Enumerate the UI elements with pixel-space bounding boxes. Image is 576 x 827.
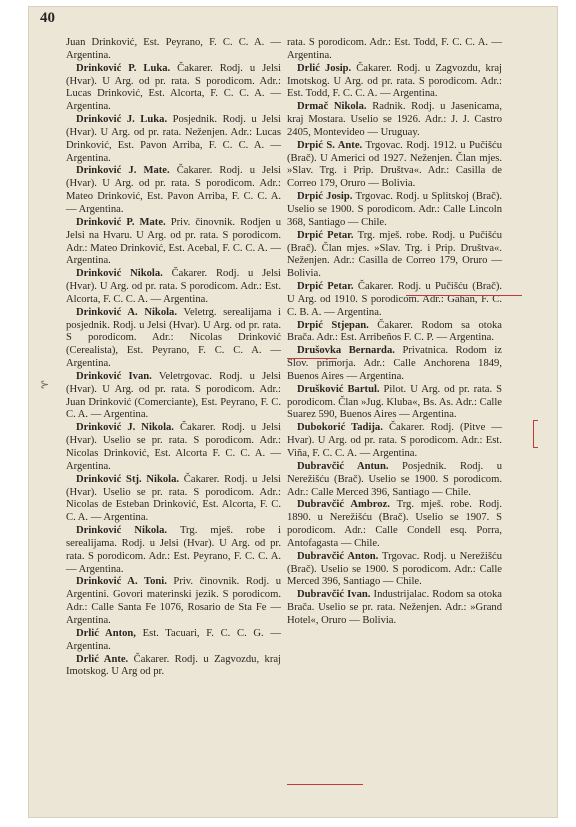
directory-entry (287, 230, 502, 281)
left-column (66, 37, 281, 679)
entry-name: Drinković J. Nikola. (76, 422, 174, 434)
directory-entry (287, 345, 502, 384)
entry-text: Industrijalac. Rodom sa otoka Brača. Uselio se pr. rata. Neženjen. Adr.: »Grand Hotel«, Oruro — Bolivia. (287, 589, 502, 626)
entry-text: Čakarer. Rodj. u Zagvozdu, kraj Imotskog. U Arg. od pr. rata. S porodicom. Adr.: Est. Todd, F. C. C. A. — Argentina. (287, 62, 502, 100)
directory-entry (287, 101, 502, 140)
entry-name: Drušković Bartul. (297, 383, 380, 395)
entry-text: Radnik. Rodj. u Jasenicama, kraj Mostara. Uselio se 1926. Adr.: J. J. Castro 2405, Montevideo — Uruguay. (287, 101, 502, 138)
entry-text: Trg. mješ. robe. Rodj. u Pučišću (Brač). Član mjes. »Slav. Trg. i Prip. Društva«. Neženjen. Adr.: Casilla de Correo 179, Oruro — Bolivia. (287, 229, 502, 280)
entry-name: Drpić Josip. (297, 191, 353, 203)
entry-text: Čakarer. Rodj. u Pučišću (Brač). U Arg. od 1910. S porodicom. Adr.: Gahan, F. C. C. B. A. — Argentina. (287, 281, 502, 318)
directory-entry (287, 499, 502, 550)
entry-text: Čakarer. Rodj. u Jelsi (Hvar). U Arg. od pr. rata. S porodicom. Adr.: Lucas Drinković, Est. Alcorta, F. C. C. A. — Argentina. (66, 62, 281, 113)
directory-entry (287, 191, 502, 230)
entry-name: Drmač Nikola. (297, 101, 367, 113)
entry-text: Čakarer. Rodj. u Jelsi (Hvar). Uselio se pr. rata. S porodicom. Adr.: Nicolas de Esteban Drinković, Est. Alcorta, F. C. C. A. — Argentina. (66, 473, 281, 524)
page-number: 40 (40, 10, 55, 26)
entry-text: Priv. činovnik. Rodjen u Jelsi na Hvaru. U Arg. od pr. rata. S porodicom. Adr.: Mateo Drinković, Est. Acebal, F. C. C. A. — Argentina. (66, 216, 282, 267)
directory-entry (287, 461, 502, 500)
entry-text: Juan Drinković, Est. Peyrano, F. C. C. A. — Argentina. (66, 37, 281, 61)
pencil-margin-mark: ⊱ (40, 378, 50, 391)
entry-name: Drinković Nikola. (76, 525, 168, 537)
entry-text: Posjednik. Rodj. u Jelsi (Hvar). U Arg. od pr. rata. Neženjen. Adr.: Lucas Drinković, Est. Pavon Arriba, F. C. C. A. — Argentina. (66, 114, 282, 164)
directory-entry (66, 628, 281, 654)
entry-name: Drpić S. Ante. (297, 139, 363, 151)
entry-text: Trg. mješ. robe. Rodj. 1890. u Nerežišću (Brač). Uselio se 1907. S porodicom. Adr.: Calle Condell esq. Porra, Antofagasta — Chile. (287, 499, 502, 549)
directory-entry (66, 165, 281, 216)
entry-name: Dubravčić Ambroz. (297, 499, 390, 511)
entry-name: Drinković P. Luka. (76, 62, 171, 74)
entry-name: Dubokorić Tadija. (297, 422, 383, 434)
directory-entry (66, 525, 281, 576)
entry-name: Dubravčić Ivan. (297, 589, 371, 601)
entry-name: Drinković J. Luka. (76, 114, 168, 126)
entry-name: Drinković A. Nikola. (76, 306, 178, 318)
entry-name: Drlić Anton, (76, 627, 136, 639)
entry-name: Drinković Nikola. (76, 268, 163, 280)
entry-text: Čakarer. Rodj. u Jelsi (Hvar). Uselio se pr. rata. S porodicom. Adr.: Nicolas Drinković, Est. Alcorta F. C. C. A. — Argentina. (66, 422, 281, 472)
directory-entry (66, 422, 281, 473)
directory-entry (66, 307, 281, 371)
entry-name: Drpić Petar. (297, 281, 354, 293)
directory-entry (66, 37, 281, 63)
directory-entry (287, 384, 502, 423)
directory-entry (66, 654, 281, 680)
directory-entry (66, 63, 281, 114)
entry-text: Trg. mješ. robe i serealijama. Rodj. u Jelsi (Hvar). U Arg. od pr. rata. S porodicom. Adr.: Est. Peyrano, F. C. C. A. — Argentina. (66, 525, 281, 575)
red-underline-annotation (287, 784, 363, 785)
directory-entry (287, 281, 502, 320)
directory-entry (287, 63, 502, 102)
entry-text: Veletrgovac. Rodj. u Jelsi (Hvar). U Arg. od pr. rata. S porodicom. Adr.: Juan Drinković (Comerciante), Est. Peyrano, F. C. C. A. — Argentina. (66, 370, 281, 421)
entry-text: Priv. činovnik. Rodj. u Argentini. Govori materinski jezik. S porodicom. Adr.: Calle Santa Fe 1076, Rosario de Sta Fe — Argentina. (66, 576, 282, 626)
entry-text: Veletrg. serealijama i posjednik. Rodj. u Jelsi (Hvar). U Arg. od pr. rata. S porodicom. Adr.: Nicolas Drinković (Cerealista), Est. Peyrano, F. C. C. A. — Argentina. (66, 306, 281, 370)
directory-entry (66, 371, 281, 422)
entry-text: Čakarer. Rodj. (Pitve — Hvar). U Arg. od pr. rata. S porodicom. Adr.: Est. Viña, F. C. C. A. — Argentina. (287, 422, 502, 459)
entry-text: Privatnica. Rodom iz Slov. primorja. Adr.: Calle Anchorena 1849, Buenos Aires — Argentina. (287, 345, 502, 382)
entry-text: Posjednik. Rodj. u Nerežišću (Brač). Uselio se 1900. S porodicom. Adr.: Calle Merced 396, Santiago — Chile. (287, 460, 502, 498)
directory-entry (66, 576, 281, 627)
right-column (287, 37, 502, 628)
directory-entry (287, 589, 502, 628)
entry-text: Čakarer. Rodj. u Jelsi (Hvar). U Arg. od pr. rata. S porodicom. Adr.: Mateo Drinković, Est. Pavon Arriba, F. C. C. A. — Argentina. (66, 165, 281, 215)
entry-name: Drlić Josip. (297, 62, 352, 74)
entry-name: Drpić Petar. (297, 229, 354, 241)
directory-entry (287, 37, 502, 63)
red-underline-annotation (406, 295, 522, 296)
entry-text: Est. Tacuari, F. C. C. G. — Argentina. (66, 627, 281, 652)
entry-name: Drlić Ante. (76, 653, 129, 665)
directory-entry (66, 217, 281, 268)
entry-text: Trgovac. Rodj. 1912. u Pučišću (Brač). U Americi od 1927. Neženjen. Član mjes. »Slav. Trg. i Prip. Društva«. Adr.: Casilla de Correo 179, Oruro — Bolivia. (287, 139, 502, 190)
red-bracket-annotation (533, 420, 538, 448)
red-underline-annotation (287, 358, 337, 359)
directory-entry (287, 422, 502, 461)
entry-name: Dubravčić Antun. (297, 460, 389, 472)
entry-text: Čakarer. Rodom sa otoka Brača. Adr.: Est. Arribeños F. C. P. — Argentina. (287, 319, 502, 344)
entry-name: Drinković Ivan. (76, 370, 152, 382)
entry-name: Drinković J. Mate. (76, 165, 170, 177)
directory-entry (287, 140, 502, 191)
entry-text: Čakarer. Rodj. u Jelsi (Hvar). U Arg. od pr. rata. S porodicom. Adr.: Est. Alcorta, F. C. C. A. — Argentina. (66, 268, 281, 305)
directory-entry (66, 268, 281, 307)
entry-text: Pilot. U Arg. od pr. rata. S porodicom. Član »Jug. Kluba«, Bs. As. Adr.: Calle Suarez 590, Buenos Aires — Argentina. (287, 383, 502, 421)
entry-text: Trgovac. Rodj. u Splitskoj (Brač). Uselio se 1900. S porodicom. Adr.: Calle Lincoln 368, Santiago — Chile. (287, 191, 502, 228)
entry-text: Čakarer. Rodj. u Zagvozdu, kraj Imotskog. U Arg od pr. (66, 653, 281, 678)
entry-text: rata. S porodicom. Adr.: Est. Todd, F. C. C. A. — Argentina. (287, 37, 502, 61)
directory-entry (287, 320, 502, 346)
entry-name: Drušovka Bernarda. (297, 345, 395, 357)
entry-name: Dubravčić Anton. (297, 550, 379, 562)
entry-name: Drpić Stjepan. (297, 319, 369, 331)
entry-name: Drinković P. Mate. (76, 216, 166, 228)
directory-entry (287, 551, 502, 590)
directory-entry (66, 474, 281, 525)
directory-entry (66, 114, 281, 165)
entry-text: Trgovac. Rodj. u Nerežišću (Brač). Uselio se 1900. S porodicom. Adr.: Calle Merced 396, Santiago — Chile. (287, 550, 502, 588)
entry-name: Drinković Stj. Nikola. (76, 473, 180, 485)
entry-name: Drinković A. Toni. (76, 576, 167, 588)
